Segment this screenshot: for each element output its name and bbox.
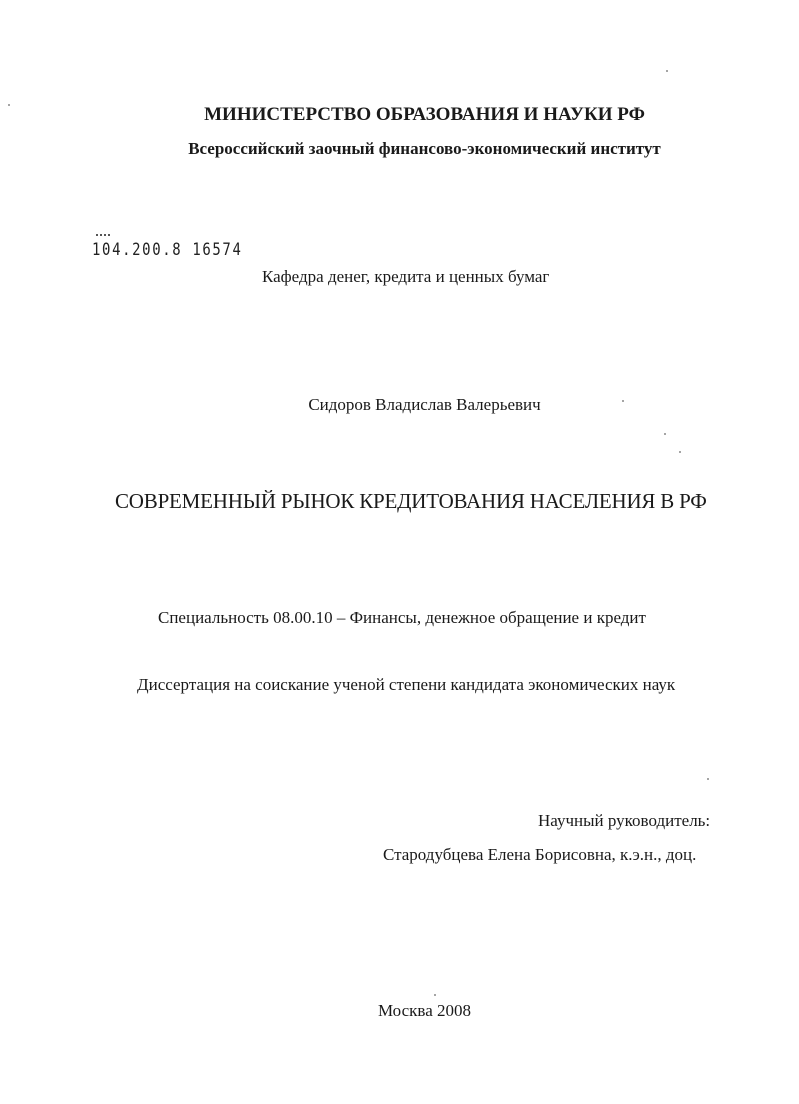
city-year: Москва 2008 — [377, 1001, 472, 1020]
scan-speck — [666, 70, 668, 72]
scan-speck — [434, 994, 436, 996]
department-name: Кафедра денег, кредита и ценных бумаг — [262, 267, 550, 286]
scan-speck — [664, 433, 666, 435]
degree-line: Диссертация на соискание ученой степени кандидата экономических наук — [137, 675, 676, 694]
ministry-heading: МИНИСТЕРСТВО ОБРАЗОВАНИЯ И НАУКИ РФ — [204, 104, 645, 125]
stamp-marks — [96, 234, 110, 239]
dissertation-title: СОВРЕМЕННЫЙ РЫНОК КРЕДИТОВАНИЯ НАСЕЛЕНИЯ В РФ — [115, 489, 707, 513]
supervisor-name: Стародубцева Елена Борисовна, к.э.н., доц. — [383, 845, 697, 864]
author-name: Сидоров Владислав Валерьевич — [308, 395, 541, 414]
institute-name: Всероссийский заочный финансово-экономический институт — [188, 139, 661, 158]
scan-speck — [8, 104, 10, 106]
scan-speck — [707, 778, 709, 780]
specialty-line: Специальность 08.00.10 – Финансы, денежное обращение и кредит — [158, 608, 646, 627]
scan-speck — [622, 400, 624, 402]
supervisor-label: Научный руководитель: — [538, 811, 711, 830]
registration-stamp: 104.200.8 16574 — [92, 240, 243, 260]
scan-speck — [679, 451, 681, 453]
